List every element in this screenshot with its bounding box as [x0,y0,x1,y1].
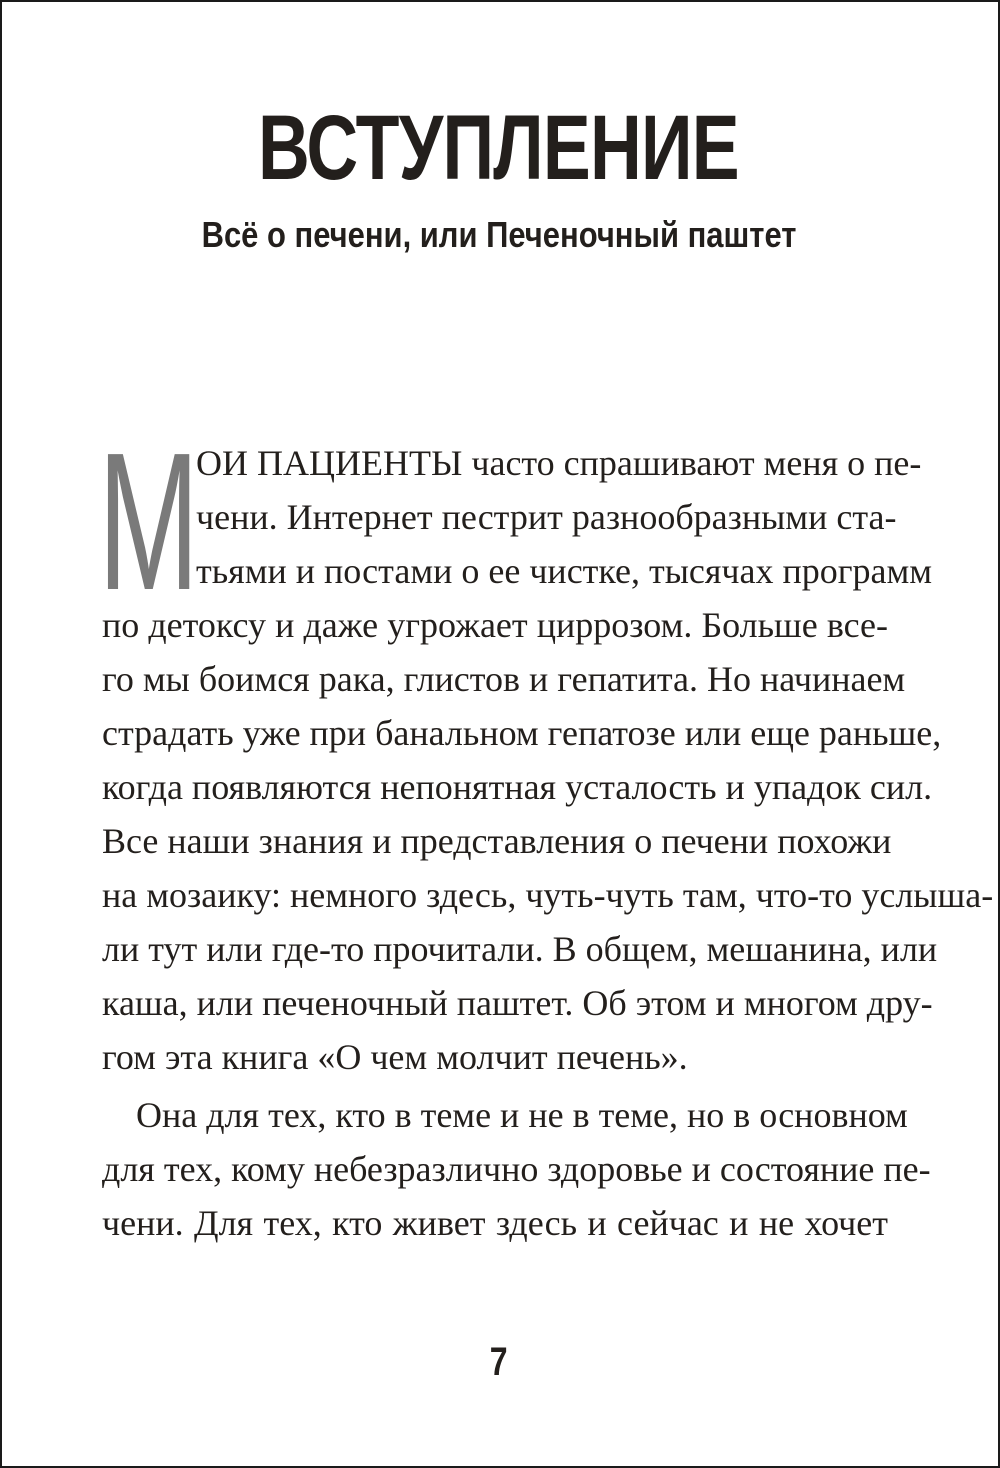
drop-cap: М [98,412,200,631]
page-number: 7 [489,1340,508,1384]
text-line: Все наши знания и представления о печени похожи [102,821,892,861]
text-line: когда появляются непонятная усталость и упадок сил. [102,767,933,807]
text-line: го мы боимся рака, глистов и гепатита. Но начинаем [102,659,906,699]
text-line: тьями и постами о ее чистке, тысячах программ [196,551,933,591]
text-line: ли тут или где-то прочитали. В общем, мешанина, или [102,929,938,969]
text-line: для тех, кому небезразлично здоровье и состояние пе- [102,1149,931,1189]
chapter-subtitle: Всё о печени, или Печеночный паштет [201,214,797,255]
text-line: Она для тех, кто в теме и не в теме, но в основном [136,1095,908,1135]
text-line: ОИ ПАЦИЕНТЫ часто спрашивают меня о пе- [196,443,922,483]
text-line: по детоксу и даже угрожает циррозом. Больше все- [102,605,888,645]
text-line: гом эта книга «О чем молчит печень». [102,1037,688,1077]
text-line: страдать уже при банальном гепатозе или еще раньше, [102,713,942,753]
chapter-title: ВСТУПЛЕНИЕ [258,97,739,199]
text-line: каша, или печеночный паштет. Об этом и многом дру- [102,983,933,1023]
body-text [98,412,994,1250]
text-line: на мозаику: немного здесь, чуть-чуть там, что-то услыша- [102,875,994,915]
text-line: чени. Интернет пестрит разнообразными ста- [196,497,897,537]
text-line: чени. Для тех, кто живет здесь и сейчас и не хочет [102,1203,888,1243]
